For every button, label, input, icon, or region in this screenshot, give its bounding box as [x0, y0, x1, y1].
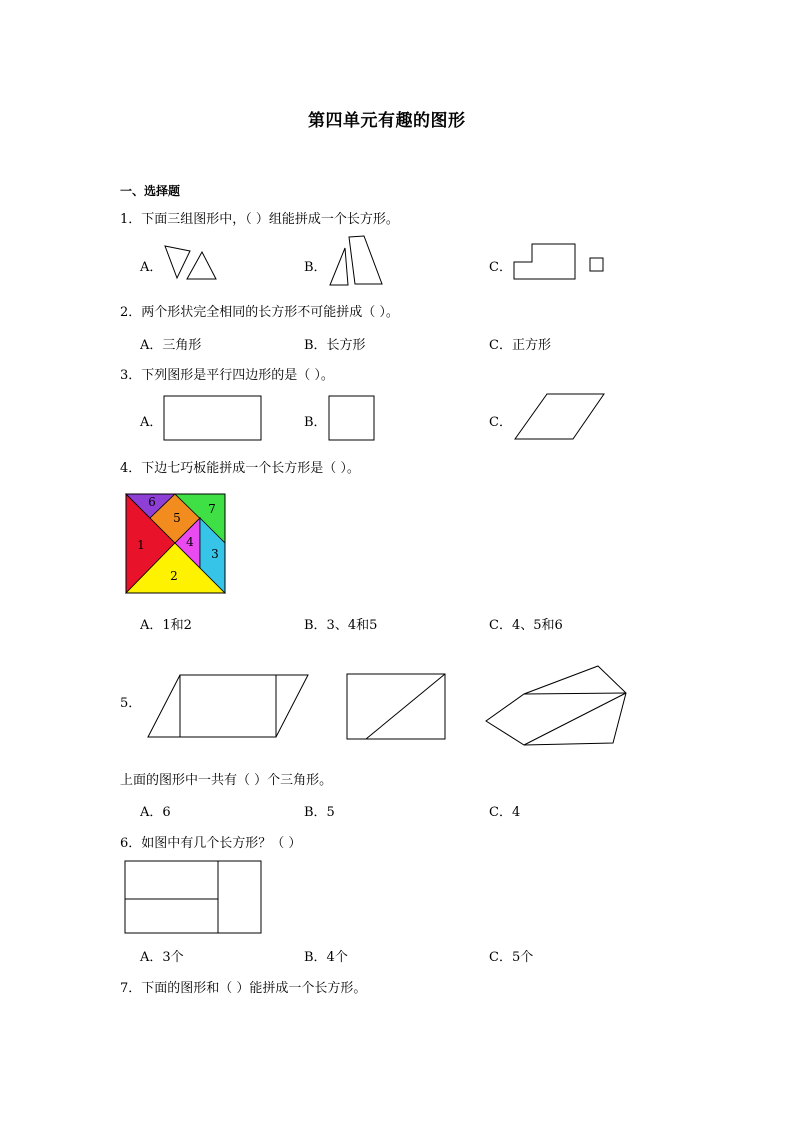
q6-option-b: B．4个 [304, 950, 348, 965]
tangram-label-6: 6 [148, 495, 156, 509]
q5-option-c: C．4 [489, 805, 521, 820]
question-1-stem: 1．下面三组图形中，（ ）组能拼成一个长方形。 [120, 212, 399, 227]
q1-option-b-label: B． [304, 260, 327, 275]
q3-option-b-label: B． [304, 415, 327, 430]
tangram-figure [124, 492, 228, 596]
q5-option-a: A．6 [140, 805, 171, 820]
section-heading: 一、选择题 [120, 184, 181, 198]
q1-option-a-label: A． [140, 260, 163, 275]
tangram-label-3: 3 [211, 547, 219, 561]
q3-option-b-square [328, 395, 378, 443]
q3-option-a-label: A． [140, 415, 163, 430]
question-2-stem: 2．两个形状完全相同的长方形不可能拼成（ ）。 [120, 305, 399, 320]
tangram-label-4: 4 [186, 535, 194, 549]
question-5-stem: 上面的图形中一共有（ ）个三角形。 [120, 773, 333, 788]
q4-option-a: A．1和2 [140, 618, 192, 633]
q6-option-a: A．3个 [140, 950, 184, 965]
question-3-stem: 3．下列图形是平行四边形的是（ ）。 [120, 368, 334, 383]
q1-option-c-shapes [512, 243, 612, 283]
q3-option-c-label: C． [489, 415, 512, 430]
question-6-stem: 6．如图中有几个长方形？（ ） [120, 836, 302, 851]
q6-rectangles-figure [124, 860, 264, 936]
tangram-label-7: 7 [208, 502, 216, 516]
question-5-number: 5． [120, 696, 142, 711]
q5-option-b: B．5 [304, 805, 335, 820]
q3-option-c-parallelogram [512, 393, 608, 443]
q3-option-a-rectangle [163, 395, 263, 443]
q5-rectangle-figure [346, 672, 448, 742]
question-4-stem: 4．下边七巧板能拼成一个长方形是（ ）。 [120, 461, 360, 476]
q2-option-c: C．正方形 [489, 338, 551, 353]
q5-parallelogram-figure [146, 673, 310, 741]
q6-option-c: C．5个 [489, 950, 534, 965]
q2-option-a: A．三角形 [140, 338, 202, 353]
q1-option-c-label: C． [489, 260, 512, 275]
tangram-label-1: 1 [137, 538, 145, 552]
q5-quadrilateral-figure [484, 664, 630, 746]
q4-option-c: C．4、5和6 [489, 618, 563, 633]
tangram-label-2: 2 [170, 569, 178, 583]
q2-option-b: B．长方形 [304, 338, 366, 353]
question-7-stem: 7．下面的图形和（ ）能拼成一个长方形。 [120, 981, 367, 996]
q4-option-b: B．3、4和5 [304, 618, 378, 633]
page-title: 第四单元有趣的图形 [308, 111, 466, 131]
q1-option-a-triangles [162, 242, 222, 282]
q1-option-b-shapes [326, 234, 388, 286]
tangram-label-5: 5 [173, 511, 181, 525]
